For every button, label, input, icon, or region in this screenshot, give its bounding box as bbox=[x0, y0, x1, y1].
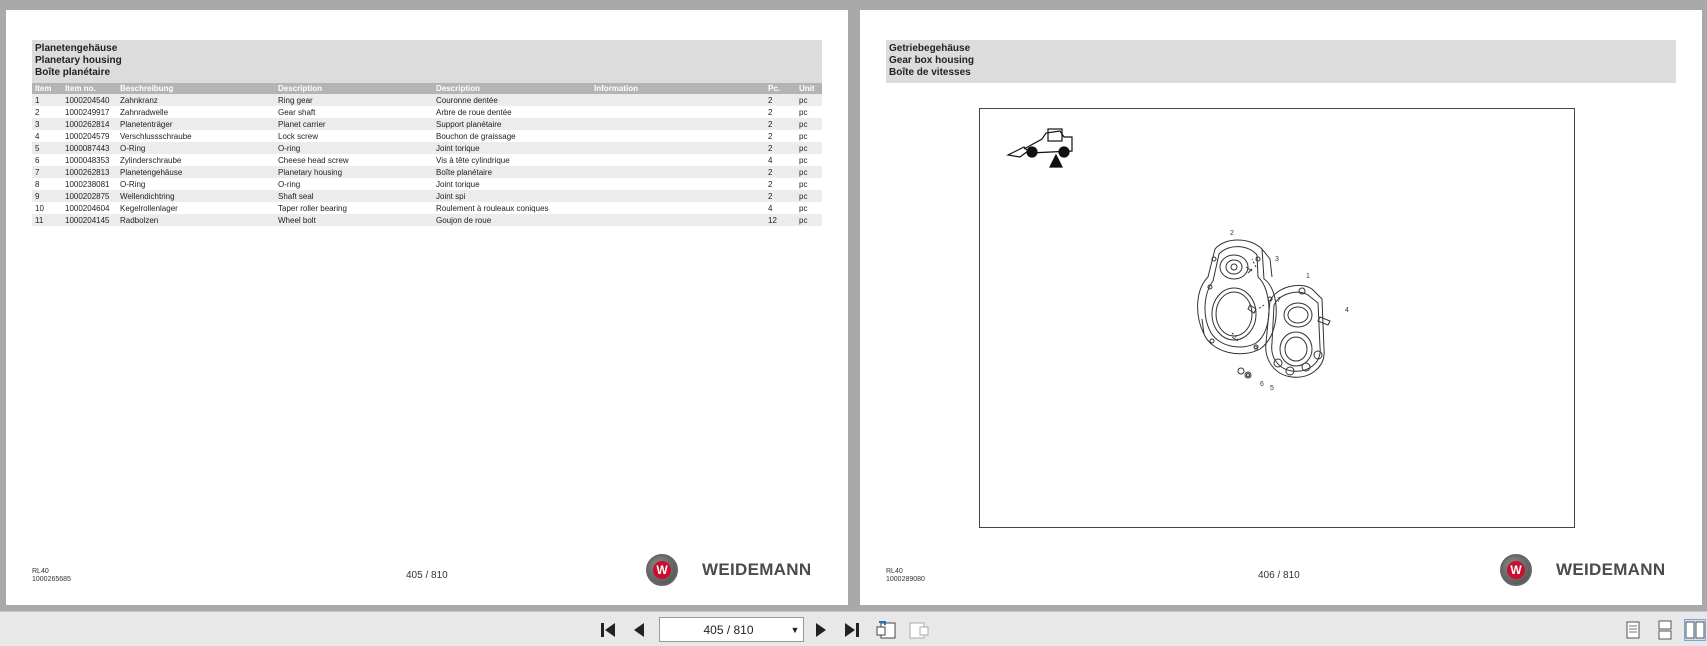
cell-beschreibung: Kegelrollenlager bbox=[117, 202, 275, 214]
cell-description-fr: Joint spi bbox=[433, 190, 591, 202]
left-title-de: Planetengehäuse bbox=[35, 43, 118, 54]
cell-item-no: 1000204145 bbox=[62, 214, 117, 226]
cell-description-fr: Support planétaire bbox=[433, 118, 591, 130]
cell-pc: 4 bbox=[765, 202, 796, 214]
col-header-item-no: Item no. bbox=[62, 83, 117, 94]
cell-description-en: Cheese head screw bbox=[275, 154, 433, 166]
callout-3a: 3 bbox=[1275, 256, 1279, 263]
col-header-description-en: Description bbox=[275, 83, 433, 94]
cell-description-fr: Couronne dentée bbox=[433, 94, 591, 106]
cell-description-en: Planet carrier bbox=[275, 118, 433, 130]
callout-6: 6 bbox=[1260, 381, 1264, 388]
callout-4: 4 bbox=[1345, 307, 1349, 314]
logo-letter: W bbox=[1507, 561, 1525, 579]
cell-item-no: 1000262814 bbox=[62, 118, 117, 130]
table-row bbox=[32, 118, 822, 130]
cell-description-en: O-ring bbox=[275, 142, 433, 154]
cell-item: 2 bbox=[32, 106, 62, 118]
cell-description-en: Ring gear bbox=[275, 94, 433, 106]
cell-item: 4 bbox=[32, 130, 62, 142]
cell-pc: 2 bbox=[765, 130, 796, 142]
cell-pc: 2 bbox=[765, 190, 796, 202]
cell-item-no: 1000238081 bbox=[62, 178, 117, 190]
cell-description-en: O-ring bbox=[275, 178, 433, 190]
cell-information bbox=[591, 202, 765, 214]
chevron-down-icon[interactable]: ▼ bbox=[790, 624, 800, 635]
gear-box-housing-drawing bbox=[1266, 285, 1324, 377]
logo-letter: W bbox=[653, 561, 671, 579]
viewer-toolbar bbox=[0, 611, 1707, 646]
cell-pc: 2 bbox=[765, 142, 796, 154]
cell-information bbox=[591, 178, 765, 190]
continuous-icon bbox=[1656, 620, 1674, 640]
page-number-input[interactable] bbox=[659, 617, 804, 642]
cell-pc: 12 bbox=[765, 214, 796, 226]
exploded-drawing bbox=[980, 109, 1576, 529]
single-page-view-button[interactable] bbox=[1622, 619, 1644, 641]
cell-unit: pc bbox=[796, 118, 822, 130]
cell-description-fr: Joint torique bbox=[433, 142, 591, 154]
parts-table-header bbox=[32, 83, 822, 94]
cell-beschreibung: Planetengehäuse bbox=[117, 166, 275, 178]
last-page-button[interactable] bbox=[841, 619, 863, 641]
left-title-en: Planetary housing bbox=[35, 55, 122, 66]
table-row bbox=[32, 202, 822, 214]
cell-description-fr: Boîte planétaire bbox=[433, 166, 591, 178]
right-page-number: 406 / 810 bbox=[1258, 570, 1300, 581]
cell-information bbox=[591, 154, 765, 166]
weidemann-logo-icon bbox=[646, 554, 678, 586]
right-title-en: Gear box housing bbox=[889, 55, 975, 66]
cell-beschreibung: O-Ring bbox=[117, 178, 275, 190]
cell-information bbox=[591, 94, 765, 106]
cell-item: 11 bbox=[32, 214, 62, 226]
cell-description-en: Planetary housing bbox=[275, 166, 433, 178]
cell-description-en: Taper roller bearing bbox=[275, 202, 433, 214]
cell-information bbox=[591, 130, 765, 142]
cell-unit: pc bbox=[796, 154, 822, 166]
col-header-information: Information bbox=[591, 83, 765, 94]
cell-beschreibung: Radbolzen bbox=[117, 214, 275, 226]
right-footer-model bbox=[886, 568, 925, 584]
cell-description-fr: Goujon de roue bbox=[433, 214, 591, 226]
cell-beschreibung: O-Ring bbox=[117, 142, 275, 154]
cell-pc: 4 bbox=[765, 154, 796, 166]
cell-unit: pc bbox=[796, 190, 822, 202]
page-number-value: 405 / 810 bbox=[703, 622, 754, 637]
cell-information bbox=[591, 142, 765, 154]
cell-beschreibung: Verschlussschraube bbox=[117, 130, 275, 142]
right-title-de: Getriebegehäuse bbox=[889, 43, 971, 54]
cell-item: 8 bbox=[32, 178, 62, 190]
left-page bbox=[6, 10, 848, 605]
table-row bbox=[32, 154, 822, 166]
single-page-icon bbox=[1624, 620, 1642, 640]
cell-beschreibung: Wellendichtring bbox=[117, 190, 275, 202]
cell-unit: pc bbox=[796, 178, 822, 190]
col-header-beschreibung: Beschreibung bbox=[117, 83, 275, 94]
cell-description-fr: Arbre de roue dentée bbox=[433, 106, 591, 118]
table-row bbox=[32, 190, 822, 202]
left-title-fr: Boîte planétaire bbox=[35, 67, 111, 78]
exploded-drawing-frame bbox=[979, 108, 1575, 528]
next-page-button[interactable] bbox=[810, 619, 832, 641]
table-row bbox=[32, 142, 822, 154]
cell-description-fr: Joint torique bbox=[433, 178, 591, 190]
table-row bbox=[32, 166, 822, 178]
first-page-button[interactable] bbox=[597, 619, 619, 641]
cell-item-no: 1000262813 bbox=[62, 166, 117, 178]
cell-item-no: 1000087443 bbox=[62, 142, 117, 154]
cell-item: 3 bbox=[32, 118, 62, 130]
cell-unit: pc bbox=[796, 106, 822, 118]
cell-beschreibung: Zahnradwelle bbox=[117, 106, 275, 118]
left-brand-logo bbox=[646, 554, 826, 588]
cell-description-fr: Vis à tête cylindrique bbox=[433, 154, 591, 166]
last-page-icon bbox=[843, 621, 861, 639]
prev-page-icon bbox=[630, 621, 648, 639]
cell-beschreibung: Planetenträger bbox=[117, 118, 275, 130]
two-page-view-button[interactable] bbox=[1684, 619, 1706, 641]
table-row bbox=[32, 178, 822, 190]
left-page-number: 405 / 810 bbox=[406, 570, 448, 581]
cell-information bbox=[591, 190, 765, 202]
forward-view-icon bbox=[908, 619, 930, 641]
right-brand-logo bbox=[1500, 554, 1680, 588]
col-header-description-fr: Description bbox=[433, 83, 591, 94]
cell-beschreibung: Zylinderschraube bbox=[117, 154, 275, 166]
cell-item: 5 bbox=[32, 142, 62, 154]
table-row bbox=[32, 130, 822, 142]
planetary-housing-drawing bbox=[1198, 240, 1277, 354]
cell-information bbox=[591, 214, 765, 226]
cell-beschreibung: Zahnkranz bbox=[117, 94, 275, 106]
cell-item: 10 bbox=[32, 202, 62, 214]
callout-5: 5 bbox=[1270, 385, 1274, 392]
cell-description-en: Lock screw bbox=[275, 130, 433, 142]
callout-1: 1 bbox=[1306, 273, 1310, 280]
right-title-fr: Boîte de vitesses bbox=[889, 67, 971, 78]
parts-table bbox=[32, 83, 822, 226]
forward-view-button[interactable] bbox=[908, 619, 930, 641]
cell-description-en: Shaft seal bbox=[275, 190, 433, 202]
two-page-icon bbox=[1685, 620, 1705, 640]
left-model: RL40 bbox=[32, 568, 49, 575]
cell-unit: pc bbox=[796, 142, 822, 154]
cell-description-fr: Bouchon de graissage bbox=[433, 130, 591, 142]
cell-unit: pc bbox=[796, 202, 822, 214]
cell-item-no: 1000204604 bbox=[62, 202, 117, 214]
cell-item-no: 1000202875 bbox=[62, 190, 117, 202]
cell-item: 9 bbox=[32, 190, 62, 202]
col-header-item: Item bbox=[32, 83, 62, 94]
cell-item: 6 bbox=[32, 154, 62, 166]
cell-description-en: Gear shaft bbox=[275, 106, 433, 118]
cell-item: 7 bbox=[32, 166, 62, 178]
table-row bbox=[32, 214, 822, 226]
callout-3b: 3 bbox=[1254, 346, 1258, 353]
continuous-view-button[interactable] bbox=[1654, 619, 1676, 641]
first-page-icon bbox=[599, 621, 617, 639]
right-title-block bbox=[886, 40, 1676, 83]
right-page bbox=[860, 10, 1702, 605]
left-doc-no: 1000265685 bbox=[32, 576, 71, 583]
callout-2: 2 bbox=[1230, 230, 1234, 237]
cell-description-en: Wheel bolt bbox=[275, 214, 433, 226]
right-model: RL40 bbox=[886, 568, 903, 575]
weidemann-logo-icon bbox=[1500, 554, 1532, 586]
table-row bbox=[32, 94, 822, 106]
cell-information bbox=[591, 118, 765, 130]
back-view-icon bbox=[875, 619, 897, 641]
cell-item-no: 1000204540 bbox=[62, 94, 117, 106]
col-header-unit: Unit bbox=[796, 83, 822, 94]
cell-description-fr: Roulement à rouleaux coniques bbox=[433, 202, 591, 214]
back-view-button[interactable] bbox=[875, 619, 897, 641]
cell-pc: 2 bbox=[765, 166, 796, 178]
cell-unit: pc bbox=[796, 130, 822, 142]
previous-page-button[interactable] bbox=[628, 619, 650, 641]
callout-7: 7 bbox=[1277, 297, 1281, 304]
left-title-block bbox=[32, 40, 822, 83]
next-page-icon bbox=[812, 621, 830, 639]
loader-machine-icon bbox=[1008, 129, 1072, 167]
cell-item-no: 1000249917 bbox=[62, 106, 117, 118]
cell-information bbox=[591, 166, 765, 178]
right-doc-no: 1000289080 bbox=[886, 576, 925, 583]
cell-information bbox=[591, 106, 765, 118]
cell-unit: pc bbox=[796, 166, 822, 178]
cell-unit: pc bbox=[796, 214, 822, 226]
cell-item: 1 bbox=[32, 94, 62, 106]
cell-pc: 2 bbox=[765, 118, 796, 130]
col-header-pc: Pc. bbox=[765, 83, 796, 94]
cell-unit: pc bbox=[796, 94, 822, 106]
cell-pc: 2 bbox=[765, 106, 796, 118]
cell-pc: 2 bbox=[765, 178, 796, 190]
table-row bbox=[32, 106, 822, 118]
cell-item-no: 1000204579 bbox=[62, 130, 117, 142]
right-brand-name: WEIDEMANN bbox=[1556, 560, 1666, 579]
left-brand-name: WEIDEMANN bbox=[702, 560, 812, 579]
cell-item-no: 1000048353 bbox=[62, 154, 117, 166]
cell-pc: 2 bbox=[765, 94, 796, 106]
left-footer-model bbox=[32, 568, 71, 584]
